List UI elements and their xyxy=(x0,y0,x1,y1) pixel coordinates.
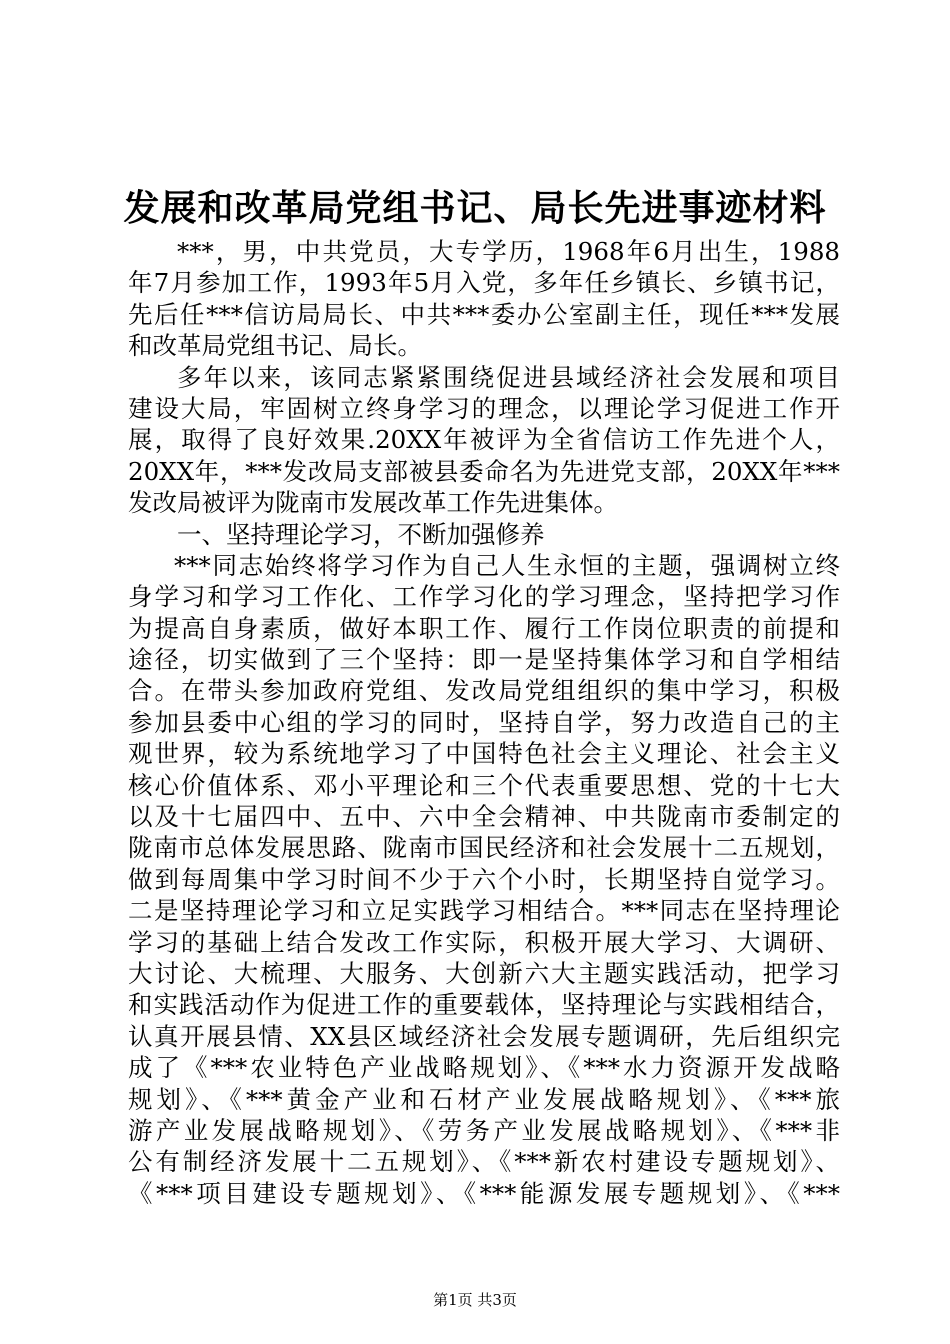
text-line: 20XX年，***发改局支部被县委命名为先进党支部，20XX年*** xyxy=(128,456,840,486)
text-line: 以及十七届四中、五中、六中全会精神、中共陇南市委制定的 xyxy=(128,802,840,832)
text-line: 年7月参加工作，1993年5月入党，多年任乡镇长、乡镇书记， xyxy=(128,268,840,298)
text-line: 多年以来，该同志紧紧围绕促进县域经济社会发展和项目 xyxy=(177,362,840,392)
text-line: 公有制经济发展十二五规划》、《***新农村建设专题规划》、 xyxy=(128,1147,840,1177)
text-line: 途径，切实做到了三个坚持：即一是坚持集体学习和自学相结 xyxy=(128,645,840,675)
document-body xyxy=(128,236,840,1209)
text-line: 观世界，较为系统地学习了中国特色社会主义理论、社会主义 xyxy=(128,739,840,769)
text-line: 做到每周集中学习时间不少于六个小时，长期坚持自觉学习。 xyxy=(128,864,840,894)
document-title: 发展和改革局党组书记、局长先进事迹材料 xyxy=(123,187,827,229)
text-line: 陇南市总体发展思路、陇南市国民经济和社会发展十二五规划， xyxy=(128,833,840,863)
text-line: 建设大局，牢固树立终身学习的理念，以理论学习促进工作开 xyxy=(128,393,840,423)
text-line: 合。在带头参加政府党组、发改局党组组织的集中学习，积极 xyxy=(128,676,840,706)
text-line: 学习的基础上结合发改工作实际，积极开展大学习、大调研、 xyxy=(128,927,840,957)
text-line: 认真开展县情、XX县区域经济社会发展专题调研，先后组织完 xyxy=(128,1021,840,1051)
text-line: 二是坚持理论学习和立足实践学习相结合。***同志在坚持理论 xyxy=(128,896,840,926)
text-line: 为提高自身素质，做好本职工作、履行工作岗位职责的前提和 xyxy=(128,613,840,643)
text-line: 发改局被评为陇南市发展改革工作先进集体。 xyxy=(128,488,618,518)
text-line: ***同志始终将学习作为自己人生永恒的主题，强调树立终 xyxy=(174,550,840,580)
text-line: ***，男，中共党员，大专学历，1968年6月出生，1988 xyxy=(177,237,840,266)
text-line: 先后任***信访局局长、中共***委办公室副主任，现任***发展 xyxy=(128,299,840,329)
text-line: 展，取得了良好效果.20XX年被评为全省信访工作先进个人， xyxy=(128,425,840,455)
text-line: 游产业发展战略规划》、《劳务产业发展战略规划》、《***非 xyxy=(128,1115,840,1145)
text-line: 身学习和学习工作化、工作学习化的学习理念，坚持把学习作 xyxy=(128,582,840,612)
section-heading: 一、坚持理论学习，不断加强修养 xyxy=(177,519,545,549)
text-line: 核心价值体系、邓小平理论和三个代表重要思想、党的十七大 xyxy=(128,770,840,800)
text-line: 成了《***农业特色产业战略规划》、《***水力资源开发战略 xyxy=(128,1053,840,1083)
text-line: 大讨论、大梳理、大服务、大创新六大主题实践活动，把学习 xyxy=(128,958,840,988)
text-line: 规划》、《***黄金产业和石材产业发展战略规划》、《***旅 xyxy=(128,1084,840,1114)
text-line: 《***项目建设专题规划》、《***能源发展专题规划》、《*** xyxy=(128,1178,840,1208)
text-line: 参加县委中心组的学习的同时，坚持自学，努力改造自己的主 xyxy=(128,707,840,737)
text-line: 和改革局党组书记、局长。 xyxy=(128,331,422,361)
page-footer: 第1页 共3页 xyxy=(433,1291,517,1309)
text-line: 和实践活动作为促进工作的重要载体，坚持理论与实践相结合， xyxy=(128,990,840,1020)
